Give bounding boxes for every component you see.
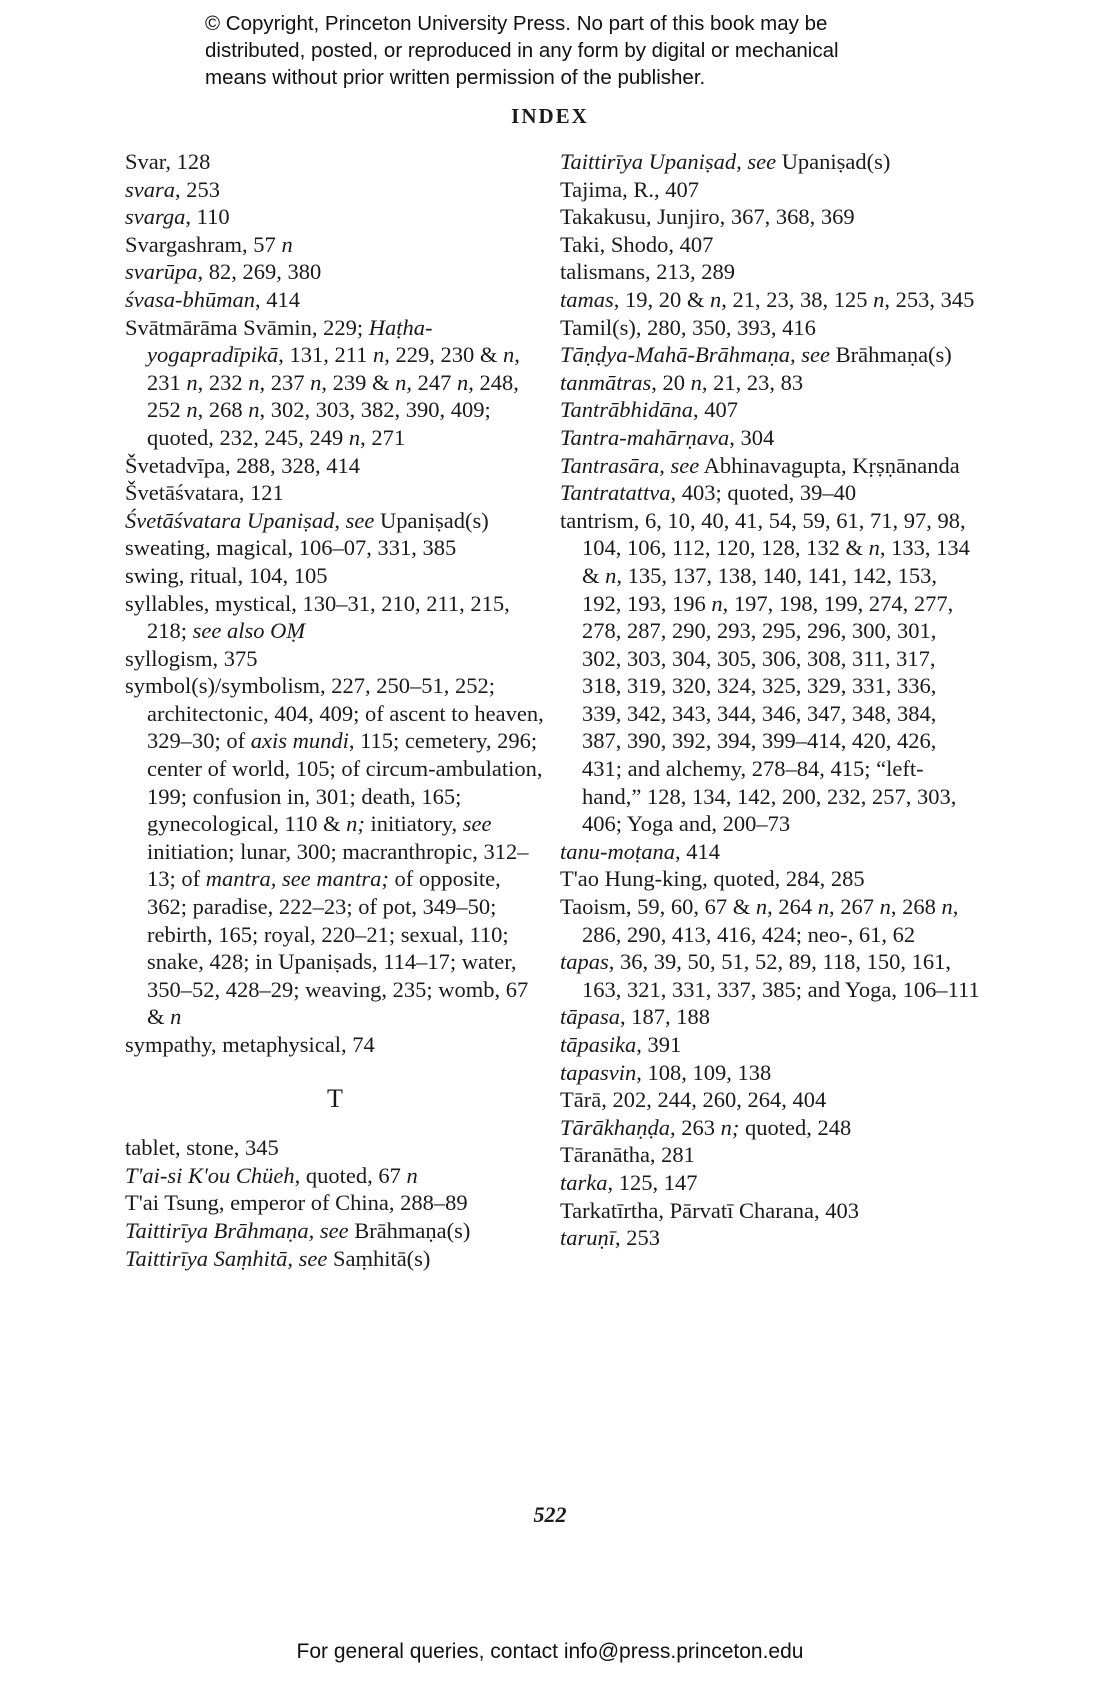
footer-contact: For general queries, contact info@press.princeton.edu (296, 1640, 804, 1663)
index-entry-text: tantrism, 6, 10, 40, 41, 54, 59, 61, 71, 97, 98, 104, 106, 112, 120, 128, 132 & (560, 507, 966, 561)
index-entry-text: svarūpa (125, 259, 198, 285)
index-entry-text: , 248, 252 (147, 369, 519, 423)
copyright-line: distributed, posted, or reproduced in any form by digital or mechanical (205, 39, 839, 62)
index-entry-text: mantra, see mantra; (205, 866, 389, 892)
index-entry-text: Upaniṣad(s) (776, 149, 891, 174)
index-entry-list (560, 148, 980, 1252)
index-entry (560, 865, 980, 893)
section-letter: T (327, 1083, 343, 1113)
index-entry-text: Tāranātha, 281 (560, 1142, 695, 1168)
index-entry-text: Śvetāśvatara Upaniṣad (125, 507, 335, 533)
index-entry-text: Svar, 128 (125, 149, 211, 174)
index-entry-text: , 414 (255, 286, 300, 312)
index-entry-text: , 36, 39, 50, 51, 52, 89, 118, 150, 161, 163, 321, 331, 337, 385; and Yoga, 106–111 (582, 949, 980, 1002)
index-entry (560, 314, 980, 342)
index-entry-text: , 268 (890, 894, 942, 920)
index-entry-text: n (941, 894, 953, 920)
index-entry-text: T'ai-si K'ou Chüeh (125, 1162, 295, 1188)
index-entry-text: initiation; lunar, 300; macranthropic, 312–13; of (147, 838, 529, 892)
index-entry (125, 534, 545, 562)
copyright-line: © Copyright, Princeton University Press. No part of this book may be (205, 12, 828, 35)
index-entry-text: syllables, mystical, 130–31, 210, 211, 215, 218; (125, 590, 510, 644)
index-column-right (560, 148, 980, 1252)
index-entry-text: tarka (560, 1169, 608, 1195)
index-entry-text: n; (346, 811, 365, 837)
index-entry-text: , 267 (829, 894, 880, 920)
index-entry-text: Taittirīya Brāhmaṇa, see (125, 1217, 349, 1243)
index-entry-text: , 82, 269, 380 (197, 259, 322, 285)
index-entry-text: , 263 (670, 1114, 721, 1140)
index-entry (560, 258, 980, 286)
index-entry-text: , 197, 198, 199, 274, 277, 278, 287, 290, 293, 295, 296, 300, 301, 302, 303, 304, 305, 306, 308, 311, 317, 318, 319, 320, 324, 325, 329, 331, 336, 339, 342, 343, 344, 346, 347, 348, 384, 387, 390, 392, 394, 399–414, 420, 426, 431; and alchemy, 278–84, 415; “left-hand,” 128, 134, 142, 200, 232, 257, 303, 406; Yoga and, 200–73 (582, 590, 957, 837)
index-entry-text: taruṇī (560, 1225, 616, 1251)
index-entry (560, 203, 980, 231)
index-entry-text: , 391 (636, 1032, 682, 1057)
index-entry (560, 452, 980, 480)
index-entry-text: n (186, 369, 198, 395)
index-entry (560, 948, 980, 1003)
index-entry-text: tapas (560, 949, 609, 975)
index-entry-list (125, 148, 545, 1059)
index-entry-text: n (817, 894, 830, 920)
index-entry-text: , 231 (147, 342, 520, 395)
index-entry-text: tablet, stone, 345 (125, 1135, 279, 1161)
index-entry (560, 341, 980, 369)
index-entry-text: , 414 (675, 838, 720, 864)
index-entry-text: see also OṂ (192, 618, 306, 644)
index-entry-text: tāpasika (560, 1032, 637, 1057)
page-number: 522 (533, 1502, 567, 1527)
index-entry-text: talismans, 213, 289 (560, 259, 735, 285)
index-entry (560, 231, 980, 259)
index-entry-list (125, 1134, 545, 1272)
index-entry-text: Tantrābhidāna (560, 397, 693, 423)
copyright-notice (205, 10, 925, 91)
index-entry-text: , 253, 345 (884, 286, 975, 312)
index-entry (125, 645, 545, 673)
index-entry-text: svarga (125, 204, 186, 230)
index-entry-text: tapasvin (560, 1059, 637, 1085)
index-entry (125, 1031, 545, 1059)
index-entry (560, 1114, 980, 1142)
index-entry-text: Tantrasāra, see (560, 452, 700, 478)
index-entry (560, 893, 980, 948)
index-entry-text: n (755, 894, 768, 920)
index-entry-text: n (395, 369, 407, 395)
index-entry-text: Svargashram, 57 (125, 231, 282, 257)
index-entry-text: , 19, 20 & (613, 286, 711, 312)
index-entry (560, 1031, 980, 1059)
index-entry (125, 479, 545, 507)
index-entry-text: Tarkatīrtha, Pārvatī Charana, 403 (560, 1197, 859, 1223)
index-entry-text: T'ai Tsung, emperor of China, 288–89 (125, 1190, 468, 1216)
index-entry-text: n (457, 369, 469, 395)
index-entry-text: quoted, 248 (739, 1114, 852, 1140)
index-entry-text: , 21, 23, 83 (701, 369, 804, 395)
index-entry-text: Taki, Shodo, 407 (560, 231, 714, 257)
index-entry (560, 1059, 980, 1087)
index-entry-text: see (345, 507, 375, 533)
index-entry-text: Taittirīya Saṃhitā, see (125, 1245, 328, 1271)
index-entry (125, 203, 545, 231)
index-entry-text: n (248, 397, 260, 423)
index-entry (560, 176, 980, 204)
index-entry-text: n (170, 1004, 182, 1030)
index-entry-text: swing, ritual, 104, 105 (125, 562, 328, 588)
index-entry (560, 148, 980, 176)
index-entry-text: , 108, 109, 138 (636, 1059, 772, 1085)
index-entry-text: tanu-moṭana (560, 838, 675, 864)
index-entry-text: Brāhmaṇa(s) (829, 342, 952, 368)
index-entry (560, 1141, 980, 1169)
index-entry-text: Tāṇḍya-Mahā-Brāhmaṇa, see (560, 342, 830, 368)
index-entry (560, 1003, 980, 1031)
index-entry (125, 1245, 545, 1273)
index-entry (125, 231, 545, 259)
index-entry-text: , 232 (197, 369, 249, 395)
index-entry-text: n (503, 342, 515, 368)
index-entry-text: of opposite, 362; paradise, 222–23; of pot, 349–50; rebirth, 165; royal, 220–21; sexual, 110; snake, 428; in Upaniṣads, 114–17; water, 350–52, 428–29; weaving, 235; womb, 67 & (147, 866, 529, 1030)
index-entry-text: śvasa-bhūman (125, 286, 255, 312)
index-entry-text: , 125, 147 (607, 1169, 698, 1195)
index-entry-text: tamas (560, 286, 614, 312)
index-entry (560, 1224, 980, 1252)
index-entry (560, 369, 980, 397)
index-entry-text: Tārākhaṇḍa (560, 1114, 671, 1140)
index-entry (125, 1217, 545, 1245)
index-entry (125, 1162, 545, 1190)
page-title: INDEX (511, 104, 589, 128)
index-entry-text: n (873, 286, 885, 312)
index-entry-text: Tārā, 202, 244, 260, 264, 404 (560, 1087, 827, 1113)
index-entry-text: svara (125, 176, 175, 202)
index-entry-text: Tantratattva (560, 480, 671, 506)
index-entry (125, 176, 545, 204)
index-entry-text: tanmātras (560, 369, 652, 395)
index-entry-text: , 247 (406, 369, 458, 395)
index-entry-text: tāpasa (560, 1004, 621, 1030)
index-entry-text: Tamil(s), 280, 350, 393, 416 (560, 314, 816, 340)
index-entry-text: , quoted, 67 (294, 1162, 407, 1188)
index-entry-text: , 253 (175, 176, 220, 202)
index-entry-text: , 302, 303, 382, 390, 409; quoted, 232, 245, 249 (147, 397, 491, 450)
index-entry-text: , 187, 188 (620, 1004, 711, 1030)
index-entry-text: , 239 & (321, 369, 396, 395)
index-entry-text: Tajima, R., 407 (560, 176, 700, 202)
index-entry-text: n (248, 369, 260, 395)
index-entry-text: , 304 (729, 424, 775, 450)
index-entry-text: , 135, 137, 138, 140, 141, 142, 153, 192, 193, 196 (582, 562, 938, 616)
index-entry-text: see (462, 811, 492, 837)
index-entry-text: n; (720, 1114, 740, 1140)
index-entry (125, 507, 545, 535)
index-entry-text: sympathy, metaphysical, 74 (125, 1032, 375, 1057)
index-entry (125, 258, 545, 286)
index-entry-text: axis mundi (250, 728, 349, 754)
index-entry-text: , 110 (185, 204, 230, 230)
index-entry-text: Tantra-mahārṇava (560, 424, 730, 450)
index-entry-text: , 229, 230 & (384, 342, 504, 368)
index-entry-text: , 20 (651, 369, 691, 395)
index-entry (560, 1086, 980, 1114)
index-entry-text: , 268 (197, 397, 249, 423)
index-entry-text: , 237 (259, 369, 311, 395)
index-entry (560, 1197, 980, 1225)
index-entry-text: sweating, magical, 106–07, 331, 385 (125, 535, 457, 561)
index-entry-text: Saṃhitā(s) (327, 1245, 431, 1271)
index-entry-text: Taoism, 59, 60, 67 & (560, 894, 756, 920)
index-entry (125, 590, 545, 645)
index-entry-text: Svātmārāma Svāmin, 229; (125, 314, 369, 340)
index-entry-text: , 264 (767, 894, 818, 920)
index-entry (125, 452, 545, 480)
index-entry (125, 562, 545, 590)
index-entry-text: initiatory, (364, 811, 463, 837)
index-entry-text: n (690, 369, 702, 395)
index-entry-text: n (868, 535, 880, 561)
index-entry-text: Haṭha-yogapradīpikā (147, 314, 433, 368)
index-entry-text: syllogism, 375 (125, 645, 258, 671)
index-entry (125, 1134, 545, 1162)
index-entry-text: n (310, 369, 322, 395)
index-entry-text: Upaniṣad(s) (374, 507, 489, 533)
index-entry-text: n (879, 894, 891, 920)
index-entry-text: , 115; cemetery, 296; center of world, 105; of circum-ambulation, 199; confusion in, 301; death, 165; gynecological, 110 & (147, 728, 543, 837)
index-entry (125, 672, 545, 1031)
index-entry-text: n (348, 424, 361, 450)
index-entry (125, 314, 545, 452)
index-entry (560, 1169, 980, 1197)
index-entry-text: Brāhmaṇa(s) (348, 1217, 471, 1243)
index-entry (560, 286, 980, 314)
index-entry-text: , 286, 290, 413, 416, 424; neo-, 61, 62 (582, 894, 959, 947)
index-entry (560, 396, 980, 424)
index-entry-text: symbol(s)/symbolism, 227, 250–51, 252; architectonic, 404, 409; of ascent to heaven, 329–30; of (125, 673, 544, 754)
index-entry-text: n (281, 231, 293, 257)
index-entry-text: Švetāśvatara, 121 (125, 480, 284, 506)
index-entry-text: Abhinavagupta, Kṛṣṇānanda (699, 452, 960, 478)
index-entry (560, 838, 980, 866)
index-entry (560, 424, 980, 452)
index-entry-text: n (711, 590, 723, 616)
index-entry-text: n (710, 286, 722, 312)
index-entry (125, 148, 545, 176)
index-entry-text: , 131, 211 (278, 342, 374, 368)
index-entry-text: n (186, 397, 198, 423)
index-entry-text: , 133, 134 & (582, 535, 970, 588)
index-entry-text: , 403; quoted, 39–40 (670, 480, 857, 506)
index-entry-text: Takakusu, Junjiro, 367, 368, 369 (560, 204, 855, 230)
index-entry (125, 286, 545, 314)
copyright-line: means without prior written permission of the publisher. (205, 66, 706, 89)
index-entry-text: T'ao Hung-king, quoted, 284, 285 (560, 866, 865, 892)
index-entry-text: Švetadvīpa, 288, 328, 414 (125, 452, 360, 478)
index-entry-text: , (334, 507, 346, 533)
index-entry-text: , 407 (692, 397, 738, 423)
index-entry-text: Taittirīya Upaniṣad, see (560, 149, 777, 174)
index-entry-text: n (373, 342, 385, 368)
index-entry (560, 479, 980, 507)
index-column-left (125, 148, 545, 1272)
index-entry-text: , 253 (615, 1225, 661, 1251)
index-entry-text: n (605, 562, 617, 588)
index-entry (125, 1189, 545, 1217)
index-entry (560, 507, 980, 838)
index-entry-text: , 271 (360, 424, 406, 450)
index-entry-text: , 21, 23, 38, 125 (721, 286, 874, 312)
index-entry-text: n (406, 1162, 418, 1188)
